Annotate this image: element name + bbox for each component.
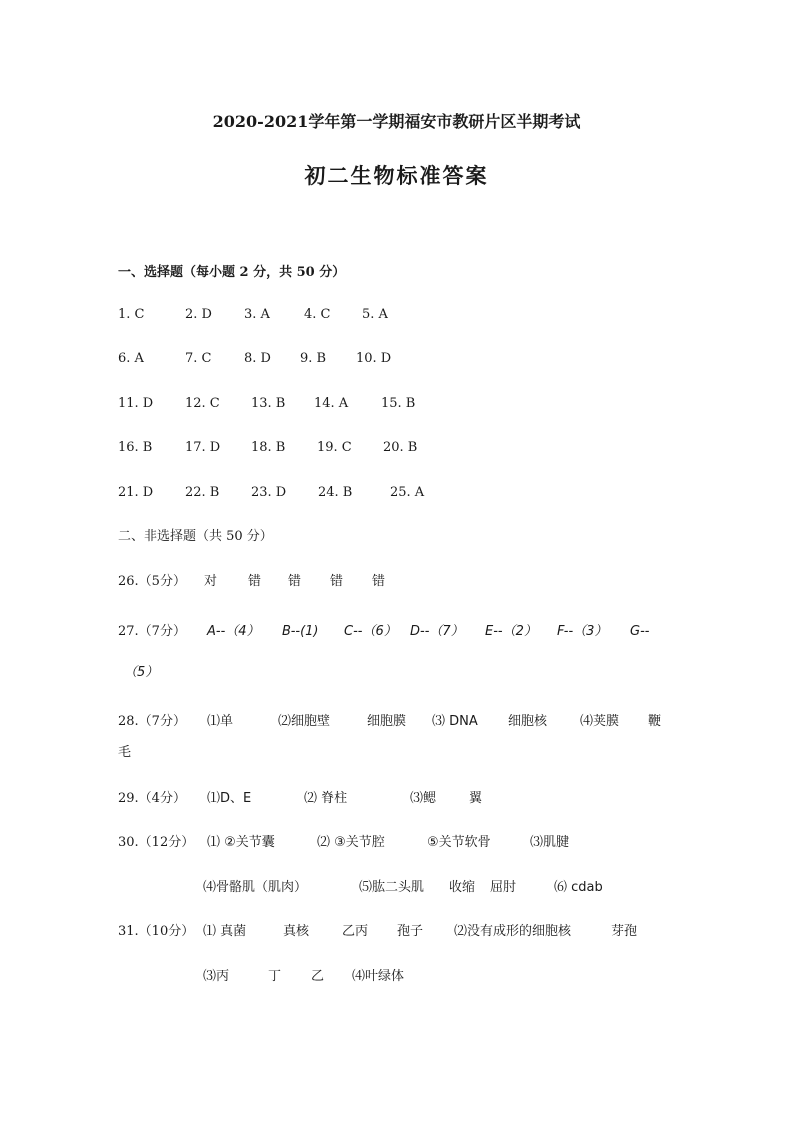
q27-answer: F--（3）	[557, 624, 608, 639]
mc-answer: 12. C	[185, 396, 220, 411]
mc-answer: 25. A	[390, 485, 425, 500]
q27-answer: A--（4）	[207, 624, 260, 639]
q30-answer: ⑸肱二头肌	[359, 880, 425, 895]
mc-answer: 24. B	[318, 485, 353, 500]
mc-answer: 7. C	[185, 351, 212, 366]
q28-answer: ⑴单	[207, 714, 234, 729]
mc-answer: 6. A	[118, 351, 144, 366]
q30-answer: ⑷骨骼肌（肌肉）	[203, 880, 308, 895]
document-title: 2020-2021学年第一学期福安市教研片区半期考试	[212, 112, 581, 131]
q26-answer: 错	[288, 574, 302, 589]
mc-answer: 4. C	[304, 307, 331, 322]
q26-answer: 错	[372, 574, 386, 589]
q31-answer: 乙丙	[342, 924, 369, 939]
q29-answer: ⑴D、E	[207, 791, 252, 806]
q31-answer: 乙	[311, 969, 325, 984]
q28-answer: 细胞膜	[367, 714, 407, 729]
q30-answer: ⑵ ③关节腔	[317, 835, 385, 850]
q31-number: 31.（10分）	[118, 924, 195, 939]
q30-answer: ⑹ cdab	[554, 880, 603, 895]
q29-number: 29.（4分）	[118, 791, 186, 806]
mc-answer: 15. B	[381, 396, 416, 411]
q31-answer: ⑷叶绿体	[352, 969, 405, 984]
q26-answer: 对	[204, 574, 218, 589]
q28-answer: 鞭	[648, 714, 662, 729]
mc-answer: 19. C	[317, 440, 352, 455]
q30-answer: ⑤关节软骨	[427, 835, 491, 850]
mc-answer: 11. D	[118, 396, 154, 411]
q29-answer: ⑶鳃	[410, 791, 437, 806]
q31-answer: 真核	[283, 924, 310, 939]
q30-answer: ⑶肌腱	[530, 835, 570, 850]
q29-answer: ⑵ 脊柱	[304, 791, 348, 806]
section2-heading: 二、非选择题（共 50 分）	[118, 529, 273, 544]
q27-answer: C--（6）	[344, 624, 397, 639]
document-subtitle: 初二生物标准答案	[304, 163, 489, 188]
q31-answer: ⑶丙	[203, 969, 230, 984]
mc-answer: 21. D	[118, 485, 154, 500]
mc-answer: 13. B	[251, 396, 286, 411]
q28-answer: ⑶ DNA	[432, 714, 478, 729]
mc-answer: 18. B	[251, 440, 286, 455]
q30-number: 30.（12分）	[118, 835, 195, 850]
mc-answer: 23. D	[251, 485, 287, 500]
mc-answer: 9. B	[300, 351, 327, 366]
q29-answer: 翼	[469, 791, 483, 806]
q28-answer: ⑵细胞壁	[278, 714, 331, 729]
mc-answer: 3. A	[244, 307, 270, 322]
mc-answer: 16. B	[118, 440, 153, 455]
q27-answer: E--（2）	[485, 624, 537, 639]
q30-answer: 收缩	[449, 880, 476, 895]
q30-answer: ⑴ ②关节囊	[207, 835, 275, 850]
mc-answer: 14. A	[314, 396, 349, 411]
q27-answer-wrap: （5）	[124, 665, 159, 680]
q31-answer: 孢子	[397, 924, 424, 939]
q28-answer: ⑷荚膜	[580, 714, 620, 729]
mc-answer: 2. D	[185, 307, 212, 322]
q26-number: 26.（5分）	[118, 574, 186, 589]
mc-answer: 10. D	[356, 351, 392, 366]
section1-heading: 一、选择题（每小题 2 分，共 50 分）	[118, 265, 346, 280]
mc-answer: 20. B	[383, 440, 418, 455]
mc-answer: 17. D	[185, 440, 221, 455]
q28-answer-wrap: 毛	[118, 745, 132, 760]
q26-answer: 错	[330, 574, 344, 589]
q30-answer: 屈肘	[490, 880, 517, 895]
q27-number: 27.（7分）	[118, 624, 186, 639]
q27-answer: D--（7）	[410, 624, 464, 639]
mc-answer: 5. A	[362, 307, 388, 322]
q28-answer: 细胞核	[508, 714, 548, 729]
mc-answer: 8. D	[244, 351, 271, 366]
mc-answer: 1. C	[118, 307, 145, 322]
q31-answer: 丁	[268, 969, 282, 984]
mc-answer: 22. B	[185, 485, 220, 500]
q27-answer: B--(1)	[282, 624, 319, 639]
q31-answer: ⑵没有成形的细胞核	[454, 924, 572, 939]
q31-answer: ⑴ 真菌	[203, 924, 247, 939]
q27-answer: G--	[630, 624, 650, 639]
q28-number: 28.（7分）	[118, 714, 186, 729]
q31-answer: 芽孢	[611, 924, 638, 939]
q26-answer: 错	[248, 574, 262, 589]
